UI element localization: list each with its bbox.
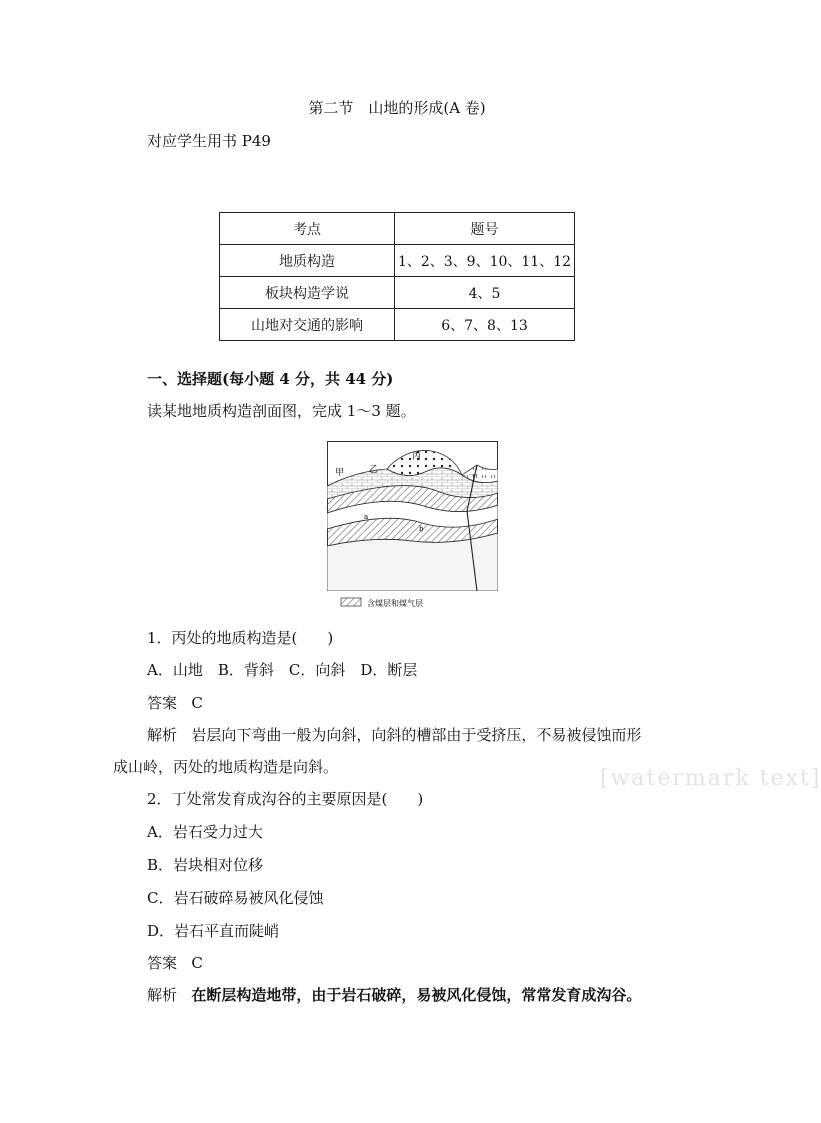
answer-label: 答案 bbox=[147, 954, 178, 972]
label-yi: 乙 bbox=[369, 465, 379, 475]
table-header-row bbox=[220, 213, 575, 245]
label-b: b bbox=[419, 525, 424, 533]
topic-table bbox=[219, 212, 575, 341]
legend-label: 含煤层和煤气层 bbox=[367, 599, 423, 608]
question-2-option-d: D．岩石平直而陡峭 bbox=[147, 922, 280, 940]
answer-label: 答案 bbox=[147, 694, 178, 712]
table-cell: 6、7、8、13 bbox=[395, 309, 575, 341]
analysis-text: 岩层向下弯曲一般为向斜，向斜的槽部由于受挤压，不易被侵蚀而形 bbox=[191, 726, 642, 744]
answer-value: C bbox=[191, 694, 203, 712]
legend-swatch bbox=[341, 598, 361, 606]
table-row bbox=[220, 277, 575, 309]
page-title: 第二节 山地的形成(A 卷) bbox=[308, 99, 486, 117]
page-subtitle: 对应学生用书 P49 bbox=[147, 132, 271, 150]
label-ding: 丁 bbox=[469, 474, 479, 484]
label-jia: 甲 bbox=[335, 468, 345, 478]
question-2-stem: 2．丁处常发育成沟谷的主要原因是( ) bbox=[147, 790, 424, 808]
question-1-options: A．山地 B．背斜 C．向斜 D．断层 bbox=[147, 661, 418, 679]
question-2-analysis bbox=[147, 985, 641, 1005]
watermark: [watermark text] bbox=[600, 766, 821, 791]
table-cell: 1、2、3、9、10、11、12 bbox=[395, 245, 575, 277]
question-2-option-b: B．岩块相对位移 bbox=[147, 856, 264, 874]
question-2-answer bbox=[147, 953, 203, 973]
section-heading: 一、选择题(每小题 4 分，共 44 分) bbox=[147, 370, 394, 388]
question-1-answer bbox=[147, 693, 203, 713]
analysis-text: 在断层构造地带，由于岩石破碎，易被风化侵蚀，常常发育成沟谷。 bbox=[191, 986, 642, 1004]
label-bing: 丙 bbox=[412, 452, 422, 462]
question-1-stem: 1．丙处的地质构造是( ) bbox=[147, 629, 334, 647]
geologic-cross-section-figure bbox=[327, 441, 498, 611]
table-cell: 地质构造 bbox=[220, 245, 395, 277]
analysis-label: 解析 bbox=[147, 986, 178, 1004]
table-cell: 4、5 bbox=[395, 277, 575, 309]
table-cell: 板块构造学说 bbox=[220, 277, 395, 309]
question-2-option-a: A．岩石受力过大 bbox=[147, 823, 263, 841]
table-cell: 山地对交通的影响 bbox=[220, 309, 395, 341]
table-row bbox=[220, 245, 575, 277]
section-intro: 读某地地质构造剖面图，完成 1～3 题。 bbox=[147, 402, 416, 420]
label-a: a bbox=[364, 513, 369, 521]
table-row bbox=[220, 309, 575, 341]
answer-value: C bbox=[191, 954, 203, 972]
question-1-analysis bbox=[147, 725, 641, 745]
question-1-analysis-continued: 成山岭，丙处的地质构造是向斜。 bbox=[113, 758, 339, 776]
table-header-cell: 考点 bbox=[220, 213, 395, 245]
analysis-label: 解析 bbox=[147, 726, 178, 744]
table-header-cell: 题号 bbox=[395, 213, 575, 245]
question-2-option-c: C．岩石破碎易被风化侵蚀 bbox=[147, 889, 324, 907]
